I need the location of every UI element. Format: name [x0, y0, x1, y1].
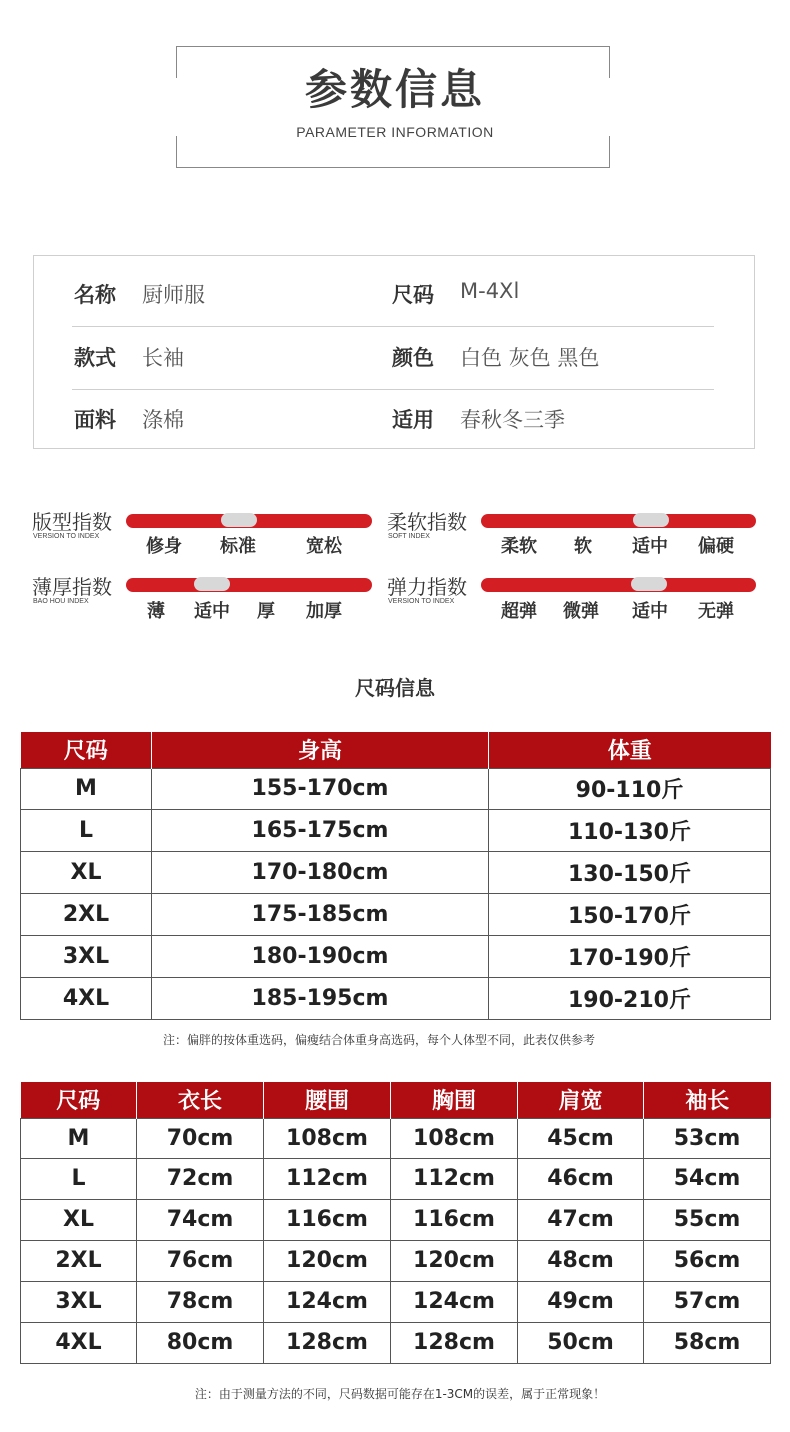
table-cell: 3XL: [21, 1281, 137, 1322]
table-row: [21, 809, 771, 851]
table-cell: XL: [21, 851, 152, 893]
table-cell: 4XL: [21, 977, 152, 1019]
table-header: 胸围: [391, 1082, 518, 1118]
table-cell: 54cm: [644, 1158, 771, 1199]
table-cell: 53cm: [644, 1118, 771, 1158]
table-cell: 190-210斤: [489, 977, 771, 1019]
size-table-height-weight: [20, 732, 771, 1020]
params-row: [72, 263, 714, 327]
elastic-option: 无弹: [698, 601, 734, 622]
table-cell: M: [21, 1118, 137, 1158]
size-table-measurements: [20, 1082, 771, 1364]
table-header: 尺码: [21, 1082, 137, 1118]
table1-note: 注：偏胖的按体重选码，偏瘦结合体重身高选码，每个人体型不同，此表仅供参考: [162, 1033, 595, 1047]
table-cell: 49cm: [518, 1281, 644, 1322]
fit-option: 标准: [220, 536, 256, 557]
table-cell: 3XL: [21, 935, 152, 977]
fabric-label: 面料: [74, 408, 116, 432]
table-cell: 4XL: [21, 1322, 137, 1363]
thick-option: 厚: [257, 601, 275, 622]
soft-index-bar: [481, 514, 756, 528]
table-cell: 124cm: [391, 1281, 518, 1322]
table-cell: 175-185cm: [152, 893, 489, 935]
table-cell: 70cm: [137, 1118, 264, 1158]
table-cell: 120cm: [264, 1240, 391, 1281]
table-row: [21, 1118, 771, 1158]
table-cell: L: [21, 809, 152, 851]
style-label: 款式: [74, 346, 116, 370]
thick-option: 薄: [147, 601, 165, 622]
table-header: 袖长: [644, 1082, 771, 1118]
name-value: 厨师服: [142, 283, 205, 307]
table-cell: 116cm: [391, 1199, 518, 1240]
color-label: 颜色: [392, 346, 434, 370]
table-cell: 56cm: [644, 1240, 771, 1281]
fit-index-bar: [126, 514, 372, 528]
season-label: 适用: [392, 408, 434, 432]
fit-option: 修身: [146, 536, 182, 557]
params-box: [33, 255, 755, 449]
elastic-index-bar: [481, 578, 756, 592]
table-cell: 112cm: [264, 1158, 391, 1199]
soft-option: 柔软: [501, 536, 537, 557]
soft-index-knob: [633, 513, 669, 527]
table-cell: 165-175cm: [152, 809, 489, 851]
soft-index-title: 柔软指数: [387, 510, 467, 534]
table-cell: 108cm: [391, 1118, 518, 1158]
elastic-option: 微弹: [563, 601, 599, 622]
thick-index-subtitle: BAO HOU INDEX: [33, 598, 89, 605]
elastic-index-knob: [631, 577, 667, 591]
params-row: [72, 326, 714, 390]
table-cell: 155-170cm: [152, 768, 489, 809]
table-header: 尺码: [21, 732, 152, 768]
table-cell: 58cm: [644, 1322, 771, 1363]
table-cell: L: [21, 1158, 137, 1199]
style-value: 长袖: [142, 346, 184, 370]
table-cell: 185-195cm: [152, 977, 489, 1019]
fit-index-subtitle: VERSION TO INDEX: [33, 533, 100, 540]
table-row: [21, 851, 771, 893]
table-header: 腰围: [264, 1082, 391, 1118]
table-row: [21, 1158, 771, 1199]
table-header: 身高: [152, 732, 489, 768]
table-row: [21, 893, 771, 935]
table-cell: 170-190斤: [489, 935, 771, 977]
season-value: 春秋冬三季: [460, 408, 565, 432]
table-cell: 78cm: [137, 1281, 264, 1322]
table-row: [21, 1281, 771, 1322]
table-cell: 76cm: [137, 1240, 264, 1281]
soft-option: 偏硬: [698, 536, 734, 557]
table-row: [21, 935, 771, 977]
table-header: 肩宽: [518, 1082, 644, 1118]
page-title: 参数信息: [304, 65, 485, 114]
elastic-index-title: 弹力指数: [387, 575, 467, 599]
table-row: [21, 768, 771, 809]
elastic-index-subtitle: VERSION TO INDEX: [388, 598, 455, 605]
elastic-option: 超弹: [501, 601, 537, 622]
table-cell: 48cm: [518, 1240, 644, 1281]
soft-index-subtitle: SOFT INDEX: [388, 533, 430, 540]
table-cell: 47cm: [518, 1199, 644, 1240]
thick-option: 适中: [194, 601, 230, 622]
table-cell: 128cm: [391, 1322, 518, 1363]
thick-index-knob: [194, 577, 230, 591]
table-cell: 108cm: [264, 1118, 391, 1158]
table-cell: 150-170斤: [489, 893, 771, 935]
table-cell: 72cm: [137, 1158, 264, 1199]
table-cell: XL: [21, 1199, 137, 1240]
table-header: 衣长: [137, 1082, 264, 1118]
elastic-option: 适中: [632, 601, 668, 622]
soft-option: 适中: [632, 536, 668, 557]
size-label: 尺码: [392, 283, 434, 307]
table-cell: 46cm: [518, 1158, 644, 1199]
color-value: 白色 灰色 黑色: [460, 346, 600, 370]
thick-index-bar: [126, 578, 372, 592]
table-row: [21, 1240, 771, 1281]
table2-note: 注：由于测量方法的不同，尺码数据可能存在1-3CM的误差，属于正常现象！: [194, 1387, 606, 1401]
table-cell: 120cm: [391, 1240, 518, 1281]
page-subtitle: PARAMETER INFORMATION: [296, 124, 494, 140]
table-cell: 50cm: [518, 1322, 644, 1363]
soft-option: 软: [574, 536, 592, 557]
table-cell: 55cm: [644, 1199, 771, 1240]
fit-index-knob: [221, 513, 257, 527]
thick-index-title: 薄厚指数: [32, 575, 112, 599]
table-cell: 116cm: [264, 1199, 391, 1240]
fit-index-title: 版型指数: [32, 510, 112, 534]
name-label: 名称: [74, 283, 116, 307]
table-cell: 74cm: [137, 1199, 264, 1240]
table-cell: 90-110斤: [489, 768, 771, 809]
table-cell: 112cm: [391, 1158, 518, 1199]
table-cell: M: [21, 768, 152, 809]
table-cell: 128cm: [264, 1322, 391, 1363]
size-value: M-4Xl: [460, 279, 520, 303]
fabric-value: 涤棉: [142, 408, 184, 432]
size-info-title: 尺码信息: [355, 676, 435, 700]
table-cell: 80cm: [137, 1322, 264, 1363]
fit-option: 宽松: [306, 536, 342, 557]
table-cell: 110-130斤: [489, 809, 771, 851]
table-cell: 130-150斤: [489, 851, 771, 893]
table-cell: 45cm: [518, 1118, 644, 1158]
table-cell: 180-190cm: [152, 935, 489, 977]
table-cell: 124cm: [264, 1281, 391, 1322]
params-row: [72, 388, 714, 451]
table-cell: 2XL: [21, 1240, 137, 1281]
table-row: [21, 977, 771, 1019]
table-row: [21, 1199, 771, 1240]
thick-option: 加厚: [306, 601, 342, 622]
table-row: [21, 1322, 771, 1363]
table-cell: 170-180cm: [152, 851, 489, 893]
table-cell: 2XL: [21, 893, 152, 935]
table-cell: 57cm: [644, 1281, 771, 1322]
table-header: 体重: [489, 732, 771, 768]
